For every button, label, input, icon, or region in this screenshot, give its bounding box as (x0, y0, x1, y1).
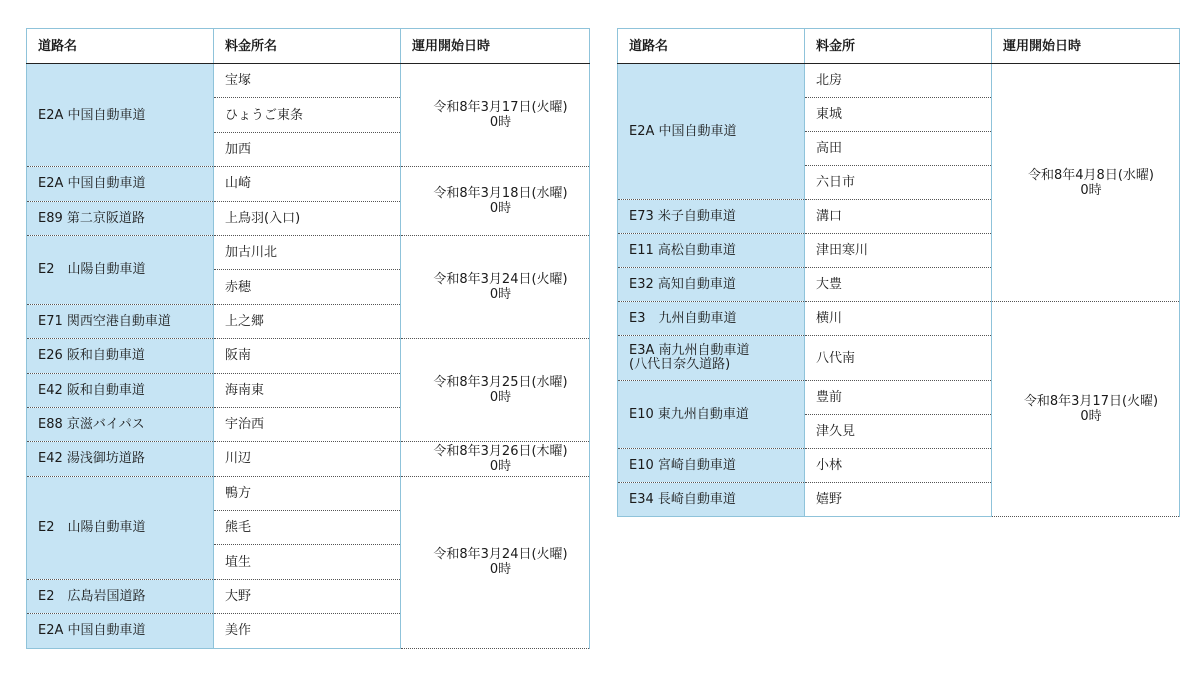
road-name-cell: E88 京滋バイパス (27, 407, 214, 441)
toll-plaza-cell: 八代南 (805, 336, 992, 381)
table-row (27, 64, 590, 98)
toll-plaza-cell: 赤穂 (214, 270, 401, 304)
toll-plaza-cell: 鴨方 (214, 476, 401, 510)
toll-plaza-cell: 大豊 (805, 268, 992, 302)
toll-plaza-cell: 溝口 (805, 200, 992, 234)
start-date-text: 令和8年3月18日(水曜) (433, 186, 568, 202)
toll-plaza-cell: 加西 (214, 132, 401, 166)
start-datetime-cell (401, 476, 590, 648)
start-date-text: 令和8年3月24日(火曜) (433, 272, 568, 288)
road-name-cell: E2 山陽自動車道 (27, 235, 214, 304)
toll-plaza-cell: 熊毛 (214, 511, 401, 545)
table-row (27, 339, 590, 373)
start-time-text: 0時 (489, 390, 512, 406)
road-name-cell: E42 阪和自動車道 (27, 373, 214, 407)
toll-plaza-cell: 津田寒川 (805, 234, 992, 268)
toll-plaza-cell: 上之郷 (214, 304, 401, 338)
start-datetime-cell (401, 64, 590, 167)
road-name-cell: E2A 中国自動車道 (27, 614, 214, 648)
toll-plaza-cell: 阪南 (214, 339, 401, 373)
start-time-text: 0時 (489, 562, 512, 578)
road-name-cell: E2 山陽自動車道 (27, 476, 214, 579)
toll-plaza-cell: 津久見 (805, 415, 992, 449)
toll-plaza-cell: 横川 (805, 302, 992, 336)
table-row (27, 442, 590, 476)
road-name-cell: E71 関西空港自動車道 (27, 304, 214, 338)
start-date-text: 令和8年3月24日(火曜) (433, 547, 568, 563)
start-time-text: 0時 (489, 115, 512, 131)
toll-plaza-cell: 高田 (805, 132, 992, 166)
table-header-row (618, 29, 1180, 64)
road-name-cell: E11 高松自動車道 (618, 234, 805, 268)
toll-plaza-cell: 上鳥羽(入口) (214, 201, 401, 235)
table-row (27, 167, 590, 201)
road-name-cell: E3 九州自動車道 (618, 302, 805, 336)
start-time-text: 0時 (1080, 409, 1102, 424)
road-name-cell: E73 米子自動車道 (618, 200, 805, 234)
start-datetime-cell (992, 302, 1180, 517)
road-name-cell: E42 湯浅御坊道路 (27, 442, 214, 476)
road-name-cell (618, 336, 805, 381)
toll-plaza-cell: ひょうご東条 (214, 98, 401, 132)
toll-plaza-cell: 美作 (214, 614, 401, 648)
toll-plaza-cell: 宇治西 (214, 407, 401, 441)
toll-plaza-cell: 六日市 (805, 166, 992, 200)
toll-plaza-cell: 大野 (214, 579, 401, 613)
toll-plaza-cell: 宝塚 (214, 64, 401, 98)
road-name-cell: E10 東九州自動車道 (618, 381, 805, 449)
toll-plaza-cell: 加古川北 (214, 235, 401, 269)
road-name-cell: E10 宮崎自動車道 (618, 449, 805, 483)
table-row (618, 302, 1180, 336)
table-row (27, 476, 590, 510)
start-time-text: 0時 (489, 287, 512, 303)
start-time-text: 0時 (1080, 182, 1102, 198)
road-name-cell: E2 広島岩国道路 (27, 579, 214, 613)
right-toll-table (617, 28, 1180, 517)
start-datetime-cell (401, 235, 590, 338)
road-name-cell: E89 第二京阪道路 (27, 201, 214, 235)
toll-plaza-cell: 東城 (805, 98, 992, 132)
table-header-row (27, 29, 590, 64)
road-name-cell: E26 阪和自動車道 (27, 339, 214, 373)
toll-plaza-cell: 川辺 (214, 442, 401, 476)
road-name-cell: E2A 中国自動車道 (27, 167, 214, 201)
header-toll-plaza: 料金所 (805, 29, 992, 64)
start-date-text: 令和8年3月26日(木曜) (433, 443, 568, 459)
toll-plaza-cell: 小林 (805, 449, 992, 483)
start-datetime-cell (401, 339, 590, 442)
road-name-cell: E2A 中国自動車道 (618, 64, 805, 200)
toll-plaza-cell: 海南東 (214, 373, 401, 407)
start-date-text: 令和8年3月17日(火曜) (1023, 394, 1159, 409)
toll-plaza-cell: 豊前 (805, 381, 992, 415)
road-name-line: E3A 南九州自動車道 (629, 343, 750, 358)
header-start-datetime: 運用開始日時 (401, 29, 590, 64)
start-datetime-cell (401, 442, 590, 476)
table-row (27, 235, 590, 269)
header-toll-plaza-name: 料金所名 (214, 29, 401, 64)
start-time-text: 0時 (489, 458, 512, 474)
start-datetime-cell (992, 64, 1180, 302)
start-time-text: 0時 (489, 201, 512, 217)
road-name-cell: E2A 中国自動車道 (27, 64, 214, 167)
table-row (618, 64, 1180, 98)
road-name-cell: E34 長崎自動車道 (618, 483, 805, 517)
start-datetime-cell (401, 167, 590, 236)
toll-plaza-cell: 嬉野 (805, 483, 992, 517)
road-name-subtitle: (八代日奈久道路) (629, 357, 731, 372)
toll-plaza-cell: 埴生 (214, 545, 401, 579)
road-name-cell: E32 高知自動車道 (618, 268, 805, 302)
start-date-text: 令和8年3月17日(火曜) (433, 100, 568, 116)
toll-plaza-cell: 北房 (805, 64, 992, 98)
start-date-text: 令和8年4月8日(水曜) (1028, 167, 1154, 183)
toll-plaza-cell: 山崎 (214, 167, 401, 201)
header-road-name: 道路名 (27, 29, 214, 64)
start-date-text: 令和8年3月25日(水曜) (433, 375, 568, 391)
header-road-name: 道路名 (618, 29, 805, 64)
header-start-datetime: 運用開始日時 (992, 29, 1180, 64)
left-toll-table (26, 28, 590, 649)
